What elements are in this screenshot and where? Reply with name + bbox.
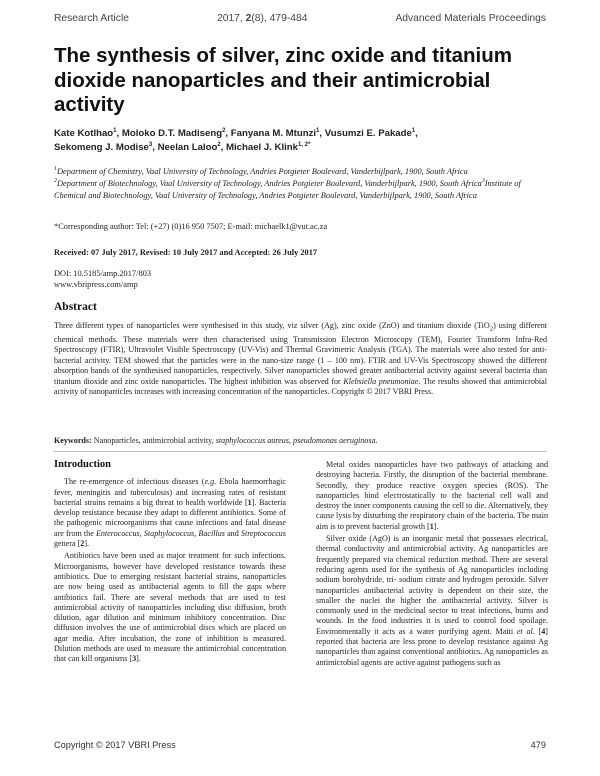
journal-website[interactable]: www.vbripress.com/amp <box>54 280 138 289</box>
doi[interactable]: DOI: 10.5185/amp.2017/803 <box>54 269 152 278</box>
running-header <box>54 13 546 24</box>
author: Moloko D.T. Madiseng$^2$, <box>121 127 231 139</box>
author: Kate Kotlhao$^1$, <box>54 127 122 139</box>
affiliations <box>54 166 548 202</box>
affiliation: $^1$Department of Chemistry, Vaal University of Technology, Andries Potgieter Boulevard, Vanderbijlpark, 1900, South Africa <box>54 166 468 176</box>
paper-title: The synthesis of silver, zinc oxide and titanium dioxide nanoparticles and their antimicrobial activity <box>54 44 512 116</box>
body-column-left <box>54 460 286 667</box>
abstract-heading: Abstract <box>54 301 97 313</box>
footer-copyright: Copyright © 2017 VBRI Press <box>54 740 176 750</box>
author: Neelan Laloo$^2$, <box>157 141 226 153</box>
corresponding-author: *Corresponding author: Tel: (+27) (0)16 950 7507; E-mail: michaelk1@vut.ac.za <box>54 222 328 231</box>
introduction-heading: Introduction <box>54 459 111 470</box>
doi-block <box>54 268 151 290</box>
page-footer <box>54 740 546 750</box>
body-column-right <box>316 460 548 670</box>
author: Fanyana M. Mtunzi$^1$, <box>230 127 325 139</box>
journal-name: Advanced Materials Proceedings <box>395 13 546 24</box>
body-paragraph: Silver oxide (AgO) is an inorganic metal that possesses electrical, thermal conductivity and antimicrobial activity. Ag nanoparticles are frequently prepared via chemical reduction method. There are several reducing agents used for the synthesis of Ag nanoparticles including sodium borohydride, tri- sodium citrate and hydrogen peroxide. Silver nanoparticles antibacterial activity is dependent on their size, the smaller the nuclei the higher the antibacterial activity. Silver is commonly used in the medicinal sector to treat infections, burns and wounds. In the food industries it is used to control food spoilage. Environmentally it acts as a water purifying agent. Maiti et al. [4] reported that bacteria are less prone to develop resistance against Ag nanoparticles than against conventional antibiotics. Ag nanoparticles as antimicrobial agents are active against pathogens such as <box>316 534 548 667</box>
author: Michael J. Klink$^{1, 2*}$ <box>226 141 311 153</box>
keywords: Keywords: Nanoparticles, antimicrobial activity, staphylococcus aureus, pseudomonas aeruginosa. <box>54 436 378 445</box>
section-divider <box>54 451 547 452</box>
article-type: Research Article <box>54 13 129 24</box>
body-paragraph: Antibiotics have been used as major treatment for such infections. Microorganisms, however have developed resistance towards these antibiotics. Due to emerging resistant bacterial strains, nanoparticles are now being used as antibacterial agents to fill the gaps where antibiotics fail. There are several methods that are used to test antimicrobial activity of nanoparticles including disc diffusion, broth dilution, agar dilution and minimum inhibitory concentration. Disc diffusion involves the use of antimicrobial discs which are placed on agar media. After incubation, the zone of inhibition is measured. Dilution methods are used to measure the antimicrobial concentration that can kill organisms [3]. <box>54 551 286 664</box>
journal-volume: 2017, 2(8), 479-484 <box>216 13 308 24</box>
article-dates: Received: 07 July 2017, Revised: 10 July 2017 and Accepted: 26 July 2017 <box>54 248 318 257</box>
abstract-text: Three different types of nanoparticles were synthesised in this study, viz silver (Ag), zinc oxide (ZnO) and titanium dioxide (TiO$_2$) using different chemical methods. These materials were then characterised using Transmission Electron Microscopy (TEM), Fourier Transform Infra-Red Spectroscopy (FTIR), Ultraviolet Visible Spectroscopy (UV-Vis) and Thermal Gravimetric Analysis (TGA). The materials were also tested for anti-bacterial activity. TEM showed that the particles were in the nano-size range (1 – 100 nm). FTIR and UV-Vis Spectroscopy showed the different absorption bands of the synthesised nanoparticles, respectively. Silver nanoparticles showed greater antibacterial activity against several bacteria than titanium dioxide and zinc oxide nanoparticles. The highest inhibition was observed for Klebsiella pneumoniae. The results showed that antimicrobial activity of nanoparticles increases with increasing concentration of the nanoparticles. Copyright © 2017 VBRI Press. <box>54 321 548 397</box>
author: Vusumzi E. Pakade$^1$, <box>324 127 418 139</box>
page-number: 479 <box>530 740 546 750</box>
body-paragraph: The re-emergence of infectious diseases (e.g. Ebola haemorrhagic fever, meningitis and tuberculosis) and increasing rates of resistant bacterial strains remains a big threat to health worldwide [1]. Bacteria develop resistance because they adapt to different antibiotics. Some of the pathogenic microorganisms that cause infections and fatal disease are from the Enterococcus, Staphylococcus, Bacillus and Streptococcus genera [2]. <box>54 477 287 549</box>
affiliation: $^2$Department of Biotechnology, Vaal University of Technology, Andries Potgieter Boulevard, Vanderbijlpark, 1900, South Africa$^3$Institute of Chemical and Biotechnology, Vaal University of Technology, Andries Potgieter Boulevard, Vanderbijlpark, 1900, South Africa <box>54 178 521 200</box>
body-paragraph: Metal oxides nanoparticles have two pathways of attacking and destroying bacteria. Firstly, the disruption of the bacterial membrane. Secondly, they produce reactive oxygen species (ROS). The nanoparticles bind electrostatically to the bacterial cell wall and destroy the inner components causing the cell to die. Alternatively, they cause lysis by disturbing the respiratory chain of the bacteria. The main aim is to prevent bacterial growth [1]. <box>316 460 548 531</box>
author: Sekomeng J. Modise$^3$, <box>54 141 158 153</box>
author-list <box>54 127 554 155</box>
